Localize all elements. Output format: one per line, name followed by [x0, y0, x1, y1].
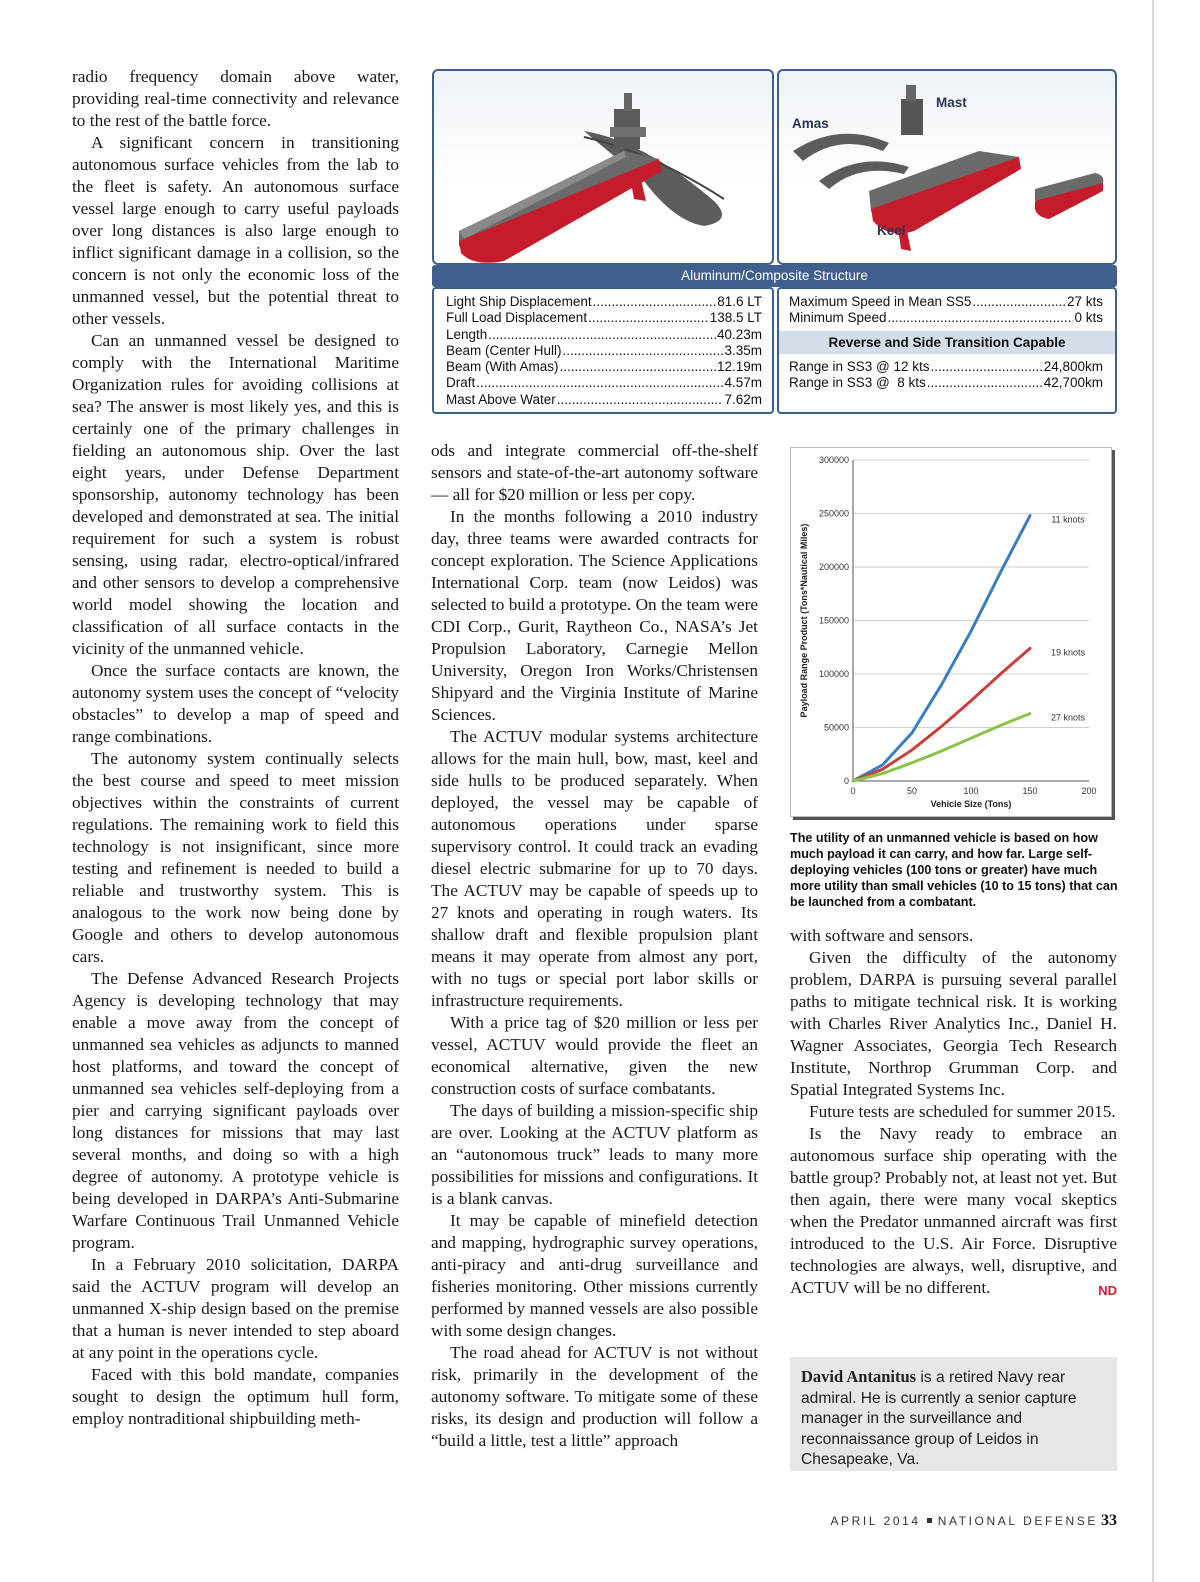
assembled-ship-drawing: [434, 71, 772, 263]
y-tick-label: 300000: [818, 455, 849, 465]
range-specs: [789, 359, 1103, 392]
spec-value: 4.57m: [724, 375, 762, 391]
paragraph: It may be capable of minefield detection and mapping, hydrographic survey operations, anti-piracy and anti-drug surveillance and fisheries monitoring. Other missions currently performed by manned vessels are also possible with some design changes.: [431, 1211, 758, 1340]
spec-label: Minimum Speed: [789, 310, 887, 326]
end-mark: ND: [1098, 1283, 1117, 1298]
page-number: 33: [1101, 1512, 1117, 1529]
paragraph: In a February 2010 solicitation, DARPA said the ACTUV program will develop an unmanned X-ship design based on the premise that a human is never intended to step aboard at any point in the operations cycle.: [72, 1255, 399, 1362]
spec-row: [446, 359, 762, 375]
paragraph: radio frequency domain above water, providing real-time connectivity and relevance to the rest of the battle force.: [72, 67, 399, 130]
payload-range-chart: [790, 447, 1112, 817]
paragraph: Can an unmanned vessel be designed to comply with the International Maritime Organization rules for avoiding collisions at sea? The answer is most likely yes, and this is certainly one of the primary challenges in fielding an autonomous ship. Over the last eight years, under Defense Department sponsorship, autonomy technology has been developed and demonstrated at sea. The initial requirement for such a system is robust sensing, using radar, electro-optical/infrared and other sensors to develop a comprehensive world model showing the location and classification of all surface contacts in the vicinity of the unmanned vehicle.: [72, 331, 399, 658]
article-column-3: [790, 925, 1117, 1302]
paragraph: Faced with this bold mandate, companies sought to design the optimum hull form, employ nontraditional shipbuilding meth-: [72, 1365, 399, 1428]
spec-row: [446, 327, 762, 343]
spec-row: [789, 375, 1103, 391]
page-edge: [1152, 0, 1154, 1582]
y-tick-label: 200000: [818, 562, 849, 572]
spec-table-dimensions: [432, 287, 774, 414]
paragraph: The Defense Advanced Research Projects Agency is developing technology that may enable a move away from the concept of unmanned sea vehicles as adjuncts to manned host platforms, and toward the concept of unmanned sea vehicles self-deploying from a pier and carrying significant payloads over long distances for missions that may last several months, and doing so with a high degree of autonomy. A prototype vehicle is being developed in DARPA’s Anti-Submarine Warfare Continuous Trail Unmanned Vehicle program.: [72, 969, 399, 1252]
y-axis-label: Payload Range Product (Tons*Nautical Miles): [799, 523, 809, 718]
spec-row: [789, 294, 1103, 310]
spec-row: [446, 310, 762, 326]
paragraph: Future tests are scheduled for summer 2015.: [809, 1102, 1116, 1121]
leader-dots: [560, 359, 716, 375]
author-name: David Antanitus: [801, 1367, 917, 1386]
spec-value: 42,700km: [1043, 374, 1103, 390]
paragraph: A significant concern in transitioning autonomous surface vehicles from the lab to the fleet is safety. An autonomous surface vessel large enough to carry useful payloads over long distances is also large enough to inflict significant damage in a collision, so the concern is not only the economic loss of the unmanned vessel, but the potential threat to other vessels.: [72, 133, 399, 328]
paragraph: ods and integrate commercial off-the-shelf sensors and state-of-the-art autonomy software — all for $20 million or less per copy.: [431, 441, 758, 504]
x-tick-label: 150: [1022, 786, 1038, 796]
reverse-transition-banner: Reverse and Side Transition Capable: [779, 331, 1115, 354]
leader-dots: [927, 375, 1043, 391]
footer-publication: NATIONAL DEFENSE: [937, 1514, 1098, 1528]
paragraph: In the months following a 2010 industry day, three teams were awarded contracts for concept exploration. The Science Applications International Corp. team (now Leidos) was selected to build a prototype. On the team were CDI Corp., Gurit, Raytheon Co., NASA’s Jet Propulsion Laboratory, Carnegie Mellon University, Oregon Iron Works/Christensen Shipyard and the Virginia Institute of Marine Sciences.: [431, 507, 758, 724]
x-tick-label: 100: [963, 786, 979, 796]
paragraph: With a price tag of $20 million or less per vessel, ACTUV would provide the fleet an economical alternative, given the new construction costs of surface combatants.: [431, 1013, 758, 1098]
author-bio: is a retired Navy rear admiral. He is currently a senior capture manager in the surveillance and reconnaissance group of Leidos in Chesapeake, Va.: [801, 1369, 1077, 1468]
series-label: 11 knots: [1051, 514, 1085, 525]
spec-value: 40.23m: [716, 326, 762, 342]
series-label: 27 knots: [1050, 712, 1086, 723]
author-bio-box: [790, 1357, 1117, 1471]
paragraph: The road ahead for ACTUV is not without risk, primarily in the development of the autonomy software. To mitigate some of these risks, its design and production will follow a “build a little, test a little” approach: [431, 1343, 758, 1450]
spec-label: Beam (Center Hull): [446, 342, 562, 358]
series-label: 19 knots: [1050, 647, 1086, 658]
paragraph: Is the Navy ready to embrace an autonomous surface ship operating with the battle group? Probably not, at least not yet. But then again, there were many vocal skeptics when the Predator unmanned aircraft was first introduced to the U.S. Air Force. Disruptive technologies are always, well, disruptive, and ACTUV will be no different. ND: [790, 1123, 1117, 1299]
spec-value: 138.5 LT: [709, 310, 762, 326]
footer-separator: [927, 1518, 932, 1523]
y-tick-label: 100000: [818, 669, 849, 679]
spec-value: 3.35m: [724, 342, 762, 358]
chart-canvas: [791, 448, 1111, 816]
article-column-1: [72, 66, 399, 1430]
spec-value: 0 kts: [1074, 310, 1103, 326]
spec-value: 7.62m: [724, 391, 762, 407]
keel-label: Keel: [877, 223, 906, 238]
leader-dots: [888, 310, 1074, 326]
leader-dots: [972, 294, 1066, 310]
spec-label: Draft: [446, 375, 476, 391]
paragraph: The ACTUV modular systems architecture allows for the main hull, bow, mast, keel and side hulls to be produced separately. When deployed, the vessel may be capable of autonomous operations under sparse supervisory control. It could track an evading diesel electric submarine for up to 70 days. The ACTUV may be capable of speeds up to 27 knots and operating in rough waters. Its shallow draft and flexible propulsion plant means it may operate from almost any port, with no tugs or special port labor skills or infrastructure requirements.: [431, 727, 758, 1010]
x-axis-label: Vehicle Size (Tons): [930, 799, 1012, 809]
speed-specs: [789, 294, 1103, 327]
chart-caption: The utility of an unmanned vehicle is based on how much payload it can carry, and how far. Large self-deploying vehicles (100 tons or greater) have much more utility than small vehicles (10 to 15 tons) that can be launched from a combatant.: [790, 831, 1118, 909]
spec-label: Beam (With Amas): [446, 359, 559, 375]
leader-dots: [488, 327, 716, 343]
y-tick-label: 50000: [823, 722, 849, 733]
spec-row: [789, 359, 1103, 375]
x-tick-label: 50: [906, 786, 918, 796]
spec-value: 81.6 LT: [717, 294, 762, 309]
spec-table-performance: [777, 287, 1117, 414]
spec-label: Full Load Displacement: [446, 310, 588, 326]
paragraph: The days of building a mission-specific ship are over. Looking at the ACTUV platform as an “autonomous truck” leads to many more possibilities for missions and configurations. It is a blank canvas.: [431, 1101, 758, 1208]
footer-date: APRIL 2014: [830, 1514, 921, 1528]
leader-dots: [588, 310, 709, 326]
x-tick-label: 200: [1081, 786, 1097, 796]
page-footer: [700, 1512, 1117, 1530]
spec-label: Mast Above Water: [446, 391, 556, 407]
spec-row: [446, 294, 762, 310]
mast-label: Mast: [936, 95, 967, 110]
spec-value: 27 kts: [1066, 294, 1103, 309]
paragraph: The autonomy system continually selects the best course and speed to meet mission objectives within the constraints of current regulations. The remaining work to field this technology is not insignificant, since more testing and refinement is needed to build a reliable and trustworthy system. This is analogous to the work now being done by Google and others to develop autonomous cars.: [72, 749, 399, 966]
paragraph: Given the difficulty of the autonomy problem, DARPA is pursuing several parallel paths to mitigate technical risk. It is working with Charles River Analytics Inc., Daniel H. Wagner Associates, Georgia Tech Research Institute, Northrop Grumman Corp. and Spatial Integrated Systems Inc.: [790, 948, 1117, 1099]
amas-label: Amas: [792, 116, 829, 131]
spec-row: [446, 392, 762, 408]
ship-illustration-assembled: [432, 69, 774, 265]
y-tick-label: 250000: [818, 508, 849, 519]
spec-row: [446, 375, 762, 391]
y-tick-label: 150000: [818, 615, 849, 626]
spec-row: [789, 310, 1103, 326]
spec-label: Light Ship Displacement: [446, 294, 592, 309]
leader-dots: [563, 343, 724, 359]
spec-value: 24,800km: [1043, 358, 1103, 374]
structure-banner: Aluminum/Composite Structure: [432, 265, 1117, 287]
leader-dots: [931, 359, 1043, 375]
spec-label: Range in SS3 @ 12 kts: [789, 358, 930, 374]
leader-dots: [593, 294, 717, 310]
spec-label: Maximum Speed in Mean SS5: [789, 294, 972, 309]
article-column-2: [431, 440, 758, 1452]
paragraph: with software and sensors.: [790, 926, 974, 945]
leader-dots: [557, 392, 724, 408]
x-tick-label: 0: [850, 786, 856, 796]
spec-row: [446, 343, 762, 359]
spec-label: Range in SS3 @ 8 kts: [789, 374, 926, 390]
y-tick-label: 0: [843, 776, 849, 786]
spec-label: Length: [446, 326, 488, 342]
series-line-19-knots: [853, 648, 1030, 781]
spec-value: 12.19m: [716, 359, 762, 375]
paragraph: Once the surface contacts are known, the autonomy system uses the concept of “velocity obstacles” to develop a map of speed and range combinations.: [72, 661, 399, 746]
leader-dots: [476, 375, 723, 391]
series-line-11-knots: [853, 516, 1030, 781]
